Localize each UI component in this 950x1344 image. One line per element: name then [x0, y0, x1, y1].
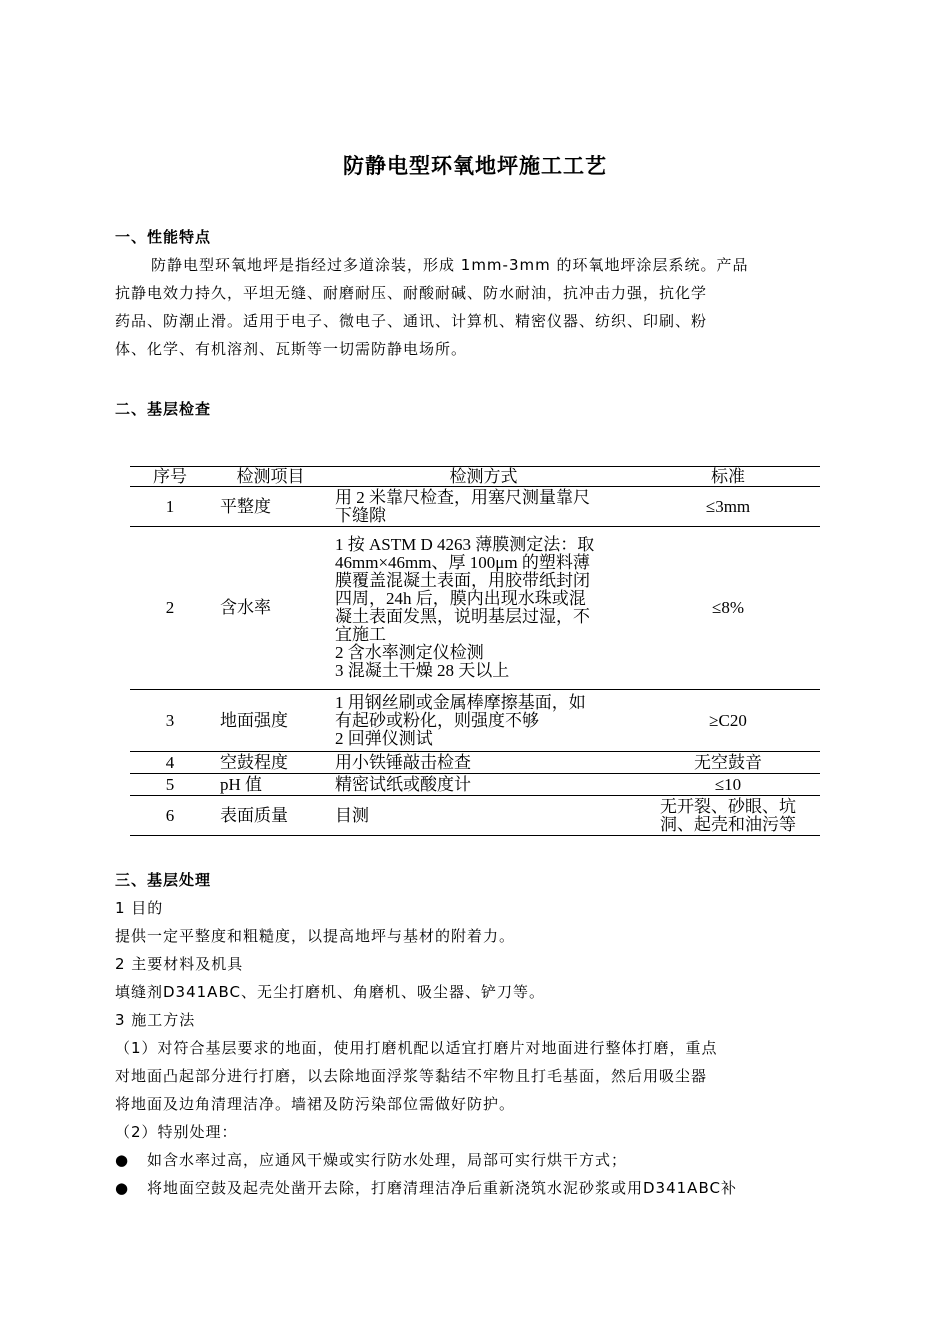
- header-item: 检测项目: [210, 467, 331, 487]
- cell-item: 平整度: [210, 487, 331, 527]
- method-line: 四周，24h 后，膜内出现水珠或混: [335, 589, 586, 608]
- cell-method: 用小铁锤敲击检查: [331, 752, 636, 774]
- section-heading-performance: 一、性能特点: [115, 228, 212, 246]
- paragraph-line: 防静电型环氧地坪是指经过多道涂装，形成 1mm-3mm 的环氧地坪涂层系统。产品: [151, 256, 749, 274]
- standard-line: 无开裂、砂眼、坑: [660, 796, 796, 816]
- method-line: 对地面凸起部分进行打磨，以去除地面浮浆等黏结不牢物且打毛基面，然后用吸尘器: [115, 1067, 708, 1085]
- bullet-icon: ●: [115, 1151, 130, 1169]
- bullet-text: 如含水率过高，应通风干燥或实行防水处理，局部可实行烘干方式；: [147, 1151, 628, 1169]
- method-line: 将地面及边角清理洁净。墙裙及防污染部位需做好防护。: [115, 1095, 516, 1113]
- method-line: 宜施工: [335, 625, 386, 644]
- cell-method: [331, 690, 636, 752]
- cell-index: 6: [130, 796, 210, 836]
- method-line: 膜覆盖混凝土表面，用胶带纸封闭: [335, 571, 590, 590]
- cell-item: pH 值: [210, 774, 331, 796]
- cell-index: 3: [130, 690, 210, 752]
- method-line: 有起砂或粉化，则强度不够: [335, 710, 539, 730]
- inspection-table: [130, 466, 820, 836]
- method-line: 3 混凝土干燥 28 天以上: [335, 661, 510, 680]
- method-line: 2 回弹仪测试: [335, 728, 433, 748]
- method-line: 凝土表面发黑，说明基层过湿，不: [335, 607, 590, 626]
- materials-text: 填缝剂D341ABC、无尘打磨机、角磨机、吸尘器、铲刀等。: [115, 983, 545, 1001]
- treatment-content: [115, 894, 737, 1202]
- paragraph-line: 药品、防潮止滑。适用于电子、微电子、通讯、计算机、精密仪器、纺织、印刷、粉: [115, 312, 708, 330]
- table-row: [130, 796, 820, 836]
- table-row: [130, 774, 820, 796]
- cell-method: [331, 527, 636, 690]
- table-row: [130, 690, 820, 752]
- bullet-text: 将地面空鼓及起壳处凿开去除，打磨清理洁净后重新浇筑水泥砂浆或用D341ABC补: [147, 1179, 737, 1197]
- method-line: 46mm×46mm、厚 100μm 的塑料薄: [335, 553, 590, 572]
- cell-standard: 无空鼓音: [636, 752, 820, 774]
- cell-standard: ≥C20: [636, 690, 820, 752]
- bullet-icon: ●: [115, 1179, 130, 1197]
- list-item: [115, 1146, 737, 1174]
- header-method: 检测方式: [331, 467, 636, 487]
- purpose-text: 提供一定平整度和粗糙度，以提高地坪与基材的附着力。: [115, 927, 516, 945]
- cell-item: 表面质量: [210, 796, 331, 836]
- cell-item: 含水率: [210, 527, 331, 690]
- cell-index: 4: [130, 752, 210, 774]
- section-heading-inspection: 二、基层检查: [115, 400, 212, 418]
- paragraph-line: 抗静电效力持久，平坦无缝、耐磨耐压、耐酸耐碱、防水耐油，抗冲击力强，抗化学: [115, 284, 708, 302]
- standard-line: 洞、起壳和油污等: [660, 814, 796, 834]
- cell-method: 精密试纸或酸度计: [331, 774, 636, 796]
- header-standard: 标准: [636, 467, 820, 487]
- cell-method: [331, 487, 636, 527]
- special-treatment-label: （2）特别处理：: [115, 1123, 238, 1141]
- cell-index: 2: [130, 527, 210, 690]
- cell-standard: [636, 796, 820, 836]
- cell-method: 目测: [331, 796, 636, 836]
- paragraph-line: 体、化学、有机溶剂、瓦斯等一切需防静电场所。: [115, 340, 468, 358]
- method-line: 下缝隙: [335, 505, 386, 525]
- table-row: [130, 527, 820, 690]
- method-line: 用 2 米靠尺检查，用塞尺测量靠尺: [335, 487, 590, 507]
- cell-standard: ≤8%: [636, 527, 820, 690]
- subheading-purpose: 1 目的: [115, 899, 164, 917]
- method-line: （1）对符合基层要求的地面，使用打磨机配以适宜打磨片对地面进行整体打磨，重点: [115, 1039, 718, 1057]
- method-line: 1 按 ASTM D 4263 薄膜测定法：取: [335, 535, 595, 554]
- method-line: 2 含水率测定仪检测: [335, 643, 484, 662]
- cell-index: 1: [130, 487, 210, 527]
- subheading-materials: 2 主要材料及机具: [115, 955, 244, 973]
- method-line: 1 用钢丝刷或金属棒摩擦基面，如: [335, 692, 586, 712]
- table-row: [130, 752, 820, 774]
- cell-item: 地面强度: [210, 690, 331, 752]
- cell-standard: ≤3mm: [636, 487, 820, 527]
- section-heading-treatment: 三、基层处理: [115, 871, 212, 889]
- page-title: 防静电型环氧地坪施工工艺: [343, 154, 607, 178]
- cell-standard: ≤10: [636, 774, 820, 796]
- subheading-method: 3 施工方法: [115, 1011, 196, 1029]
- cell-item: 空鼓程度: [210, 752, 331, 774]
- cell-index: 5: [130, 774, 210, 796]
- header-index: 序号: [130, 467, 210, 487]
- table-row: [130, 487, 820, 527]
- performance-paragraph: [115, 251, 749, 363]
- list-item: [115, 1174, 737, 1202]
- table-header-row: [130, 467, 820, 487]
